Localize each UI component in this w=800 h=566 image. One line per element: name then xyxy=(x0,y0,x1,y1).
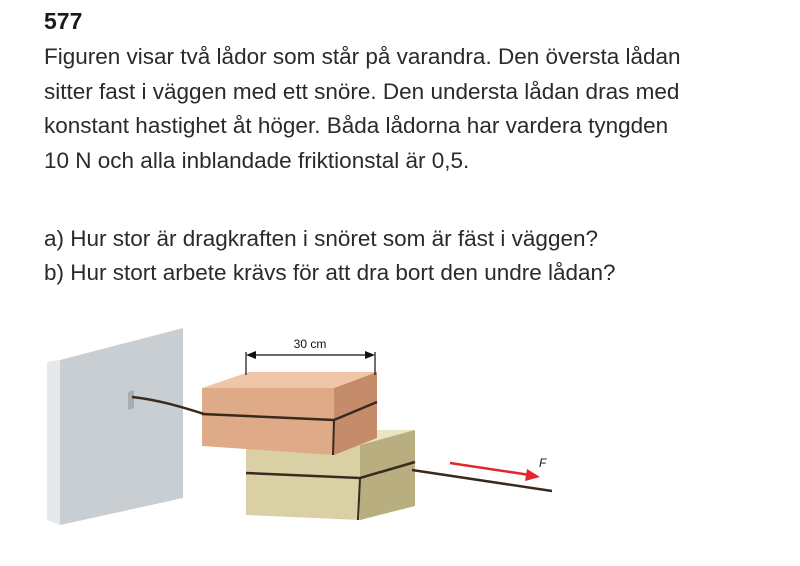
problem-text xyxy=(44,40,784,178)
top-box xyxy=(202,372,377,455)
problem-text-line: sitter fast i väggen med ett snöre. Den understa lådan dras med xyxy=(44,78,680,104)
problem-number: 577 xyxy=(44,8,83,34)
dimension-label: 30 cm xyxy=(293,337,327,351)
force-label: F xyxy=(539,456,547,470)
question-b: b) Hur stort arbete krävs för att dra bort den undre lådan? xyxy=(44,260,616,285)
wall xyxy=(47,328,183,525)
boxes-figure xyxy=(0,300,800,566)
question-a: a) Hur stor är dragkraften i snöret som är fäst i väggen? xyxy=(44,226,598,251)
dimension-line xyxy=(246,351,375,375)
problem-text-line: Figuren visar två lådor som står på varandra. Den översta lådan xyxy=(44,44,681,69)
problem-text-line: konstant hastighet åt höger. Båda lådorna har vardera tyngden xyxy=(44,113,669,138)
problem-text-line: 10 N och alla inblandade friktionstal är 0,5. xyxy=(44,147,470,173)
